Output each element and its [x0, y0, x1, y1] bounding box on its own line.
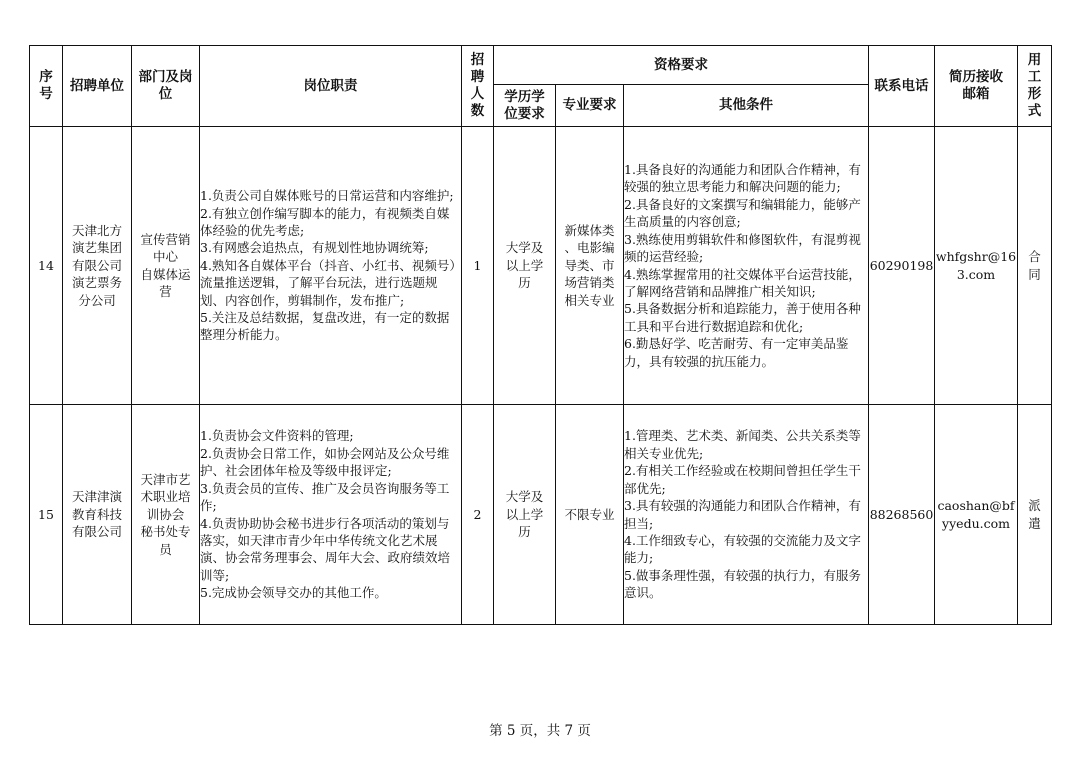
header-row — [30, 46, 1052, 85]
header-qualifications: 资格要求 — [494, 46, 869, 85]
cell-employment: 派 遣 — [1018, 405, 1052, 625]
cell-major: 不限专业 — [556, 405, 624, 625]
cell-seq: 14 — [30, 127, 63, 405]
table-row — [30, 405, 1052, 625]
cell-employment: 合 同 — [1018, 127, 1052, 405]
cell-headcount: 1 — [462, 127, 494, 405]
cell-duties: 1.负责公司自媒体账号的日常运营和内容维护; 2.有独立创作编写脚本的能力，有视频类自媒体经验的优先考虑; 3.有网感会追热点，有规划性地协调统筹; 4.熟知各自媒体平台（抖音、小红书、视频号）流量推送逻辑，了解平台玩法，进行选题规划、内容创作，剪辑制作，发布推广; 5.关注及总结数据，复盘改进，有一定的数据整理分析能力。 — [200, 127, 462, 405]
header-phone: 联系电话 — [869, 46, 935, 127]
cell-phone: 60290198 — [869, 127, 935, 405]
header-department: 部门及岗 位 — [132, 46, 200, 127]
header-education: 学历学 位要求 — [494, 85, 556, 127]
page-number-footer: 第 5 页，共 7 页 — [489, 723, 591, 739]
header-employment: 用 工 形 式 — [1018, 46, 1052, 127]
cell-seq: 15 — [30, 405, 63, 625]
cell-email: whfgshr@16 3.com — [935, 127, 1018, 405]
cell-department: 天津市艺 术职业培 训协会 秘书处专 员 — [132, 405, 200, 625]
cell-major: 新媒体类 、电影编 导类、市 场营销类 相关专业 — [556, 127, 624, 405]
header-seq: 序 号 — [30, 46, 63, 127]
cell-phone: 88268560 — [869, 405, 935, 625]
cell-headcount: 2 — [462, 405, 494, 625]
cell-department: 宣传营销 中心 自媒体运 营 — [132, 127, 200, 405]
header-duties: 岗位职责 — [200, 46, 462, 127]
cell-email: caoshan@bf yyedu.com — [935, 405, 1018, 625]
cell-employer: 天津北方 演艺集团 有限公司 演艺票务 分公司 — [63, 127, 132, 405]
header-other: 其他条件 — [624, 85, 869, 127]
recruitment-table — [29, 45, 1052, 625]
header-employer: 招聘单位 — [63, 46, 132, 127]
header-major: 专业要求 — [556, 85, 624, 127]
cell-other: 1.管理类、艺术类、新闻类、公共关系类等相关专业优先; 2.有相关工作经验或在校期间曾担任学生干部优先; 3.具有较强的沟通能力和团队合作精神，有担当; 4.工作细致专心，有较强的交流能力及文字能力; 5.做事条理性强，有较强的执行力，有服务意识。 — [624, 405, 869, 625]
cell-other: 1.具备良好的沟通能力和团队合作精神，有较强的独立思考能力和解决问题的能力; 2.具备良好的文案撰写和编辑能力，能够产生高质量的内容创意; 3.熟练使用剪辑软件和修图软件，有混剪视频的运营经验; 4.熟练掌握常用的社交媒体平台运营技能，了解网络营销和品牌推广相关知识; 5.具备数据分析和追踪能力，善于使用各种工具和平台进行数据追踪和优化; 6.勤恳好学、吃苦耐劳、有一定审美品鉴力，具有较强的抗压能力。 — [624, 127, 869, 405]
table-row — [30, 127, 1052, 405]
header-headcount: 招 聘 人 数 — [462, 46, 494, 127]
header-email: 简历接收 邮箱 — [935, 46, 1018, 127]
cell-employer: 天津津演 教育科技 有限公司 — [63, 405, 132, 625]
cell-education: 大学及 以上学 历 — [494, 405, 556, 625]
cell-duties: 1.负责协会文件资料的管理; 2.负责协会日常工作，如协会网站及公众号维护、社会团体年检及等级申报评定; 3.负责会员的宣传、推广及会员咨询服务等工作; 4.负责协助协会秘书进步行各项活动的策划与落实，如天津市青少年中华传统文化艺术展演、协会常务理事会、周年大会、政府绩效培训等; 5.完成协会领导交办的其他工作。 — [200, 405, 462, 625]
cell-education: 大学及 以上学 历 — [494, 127, 556, 405]
